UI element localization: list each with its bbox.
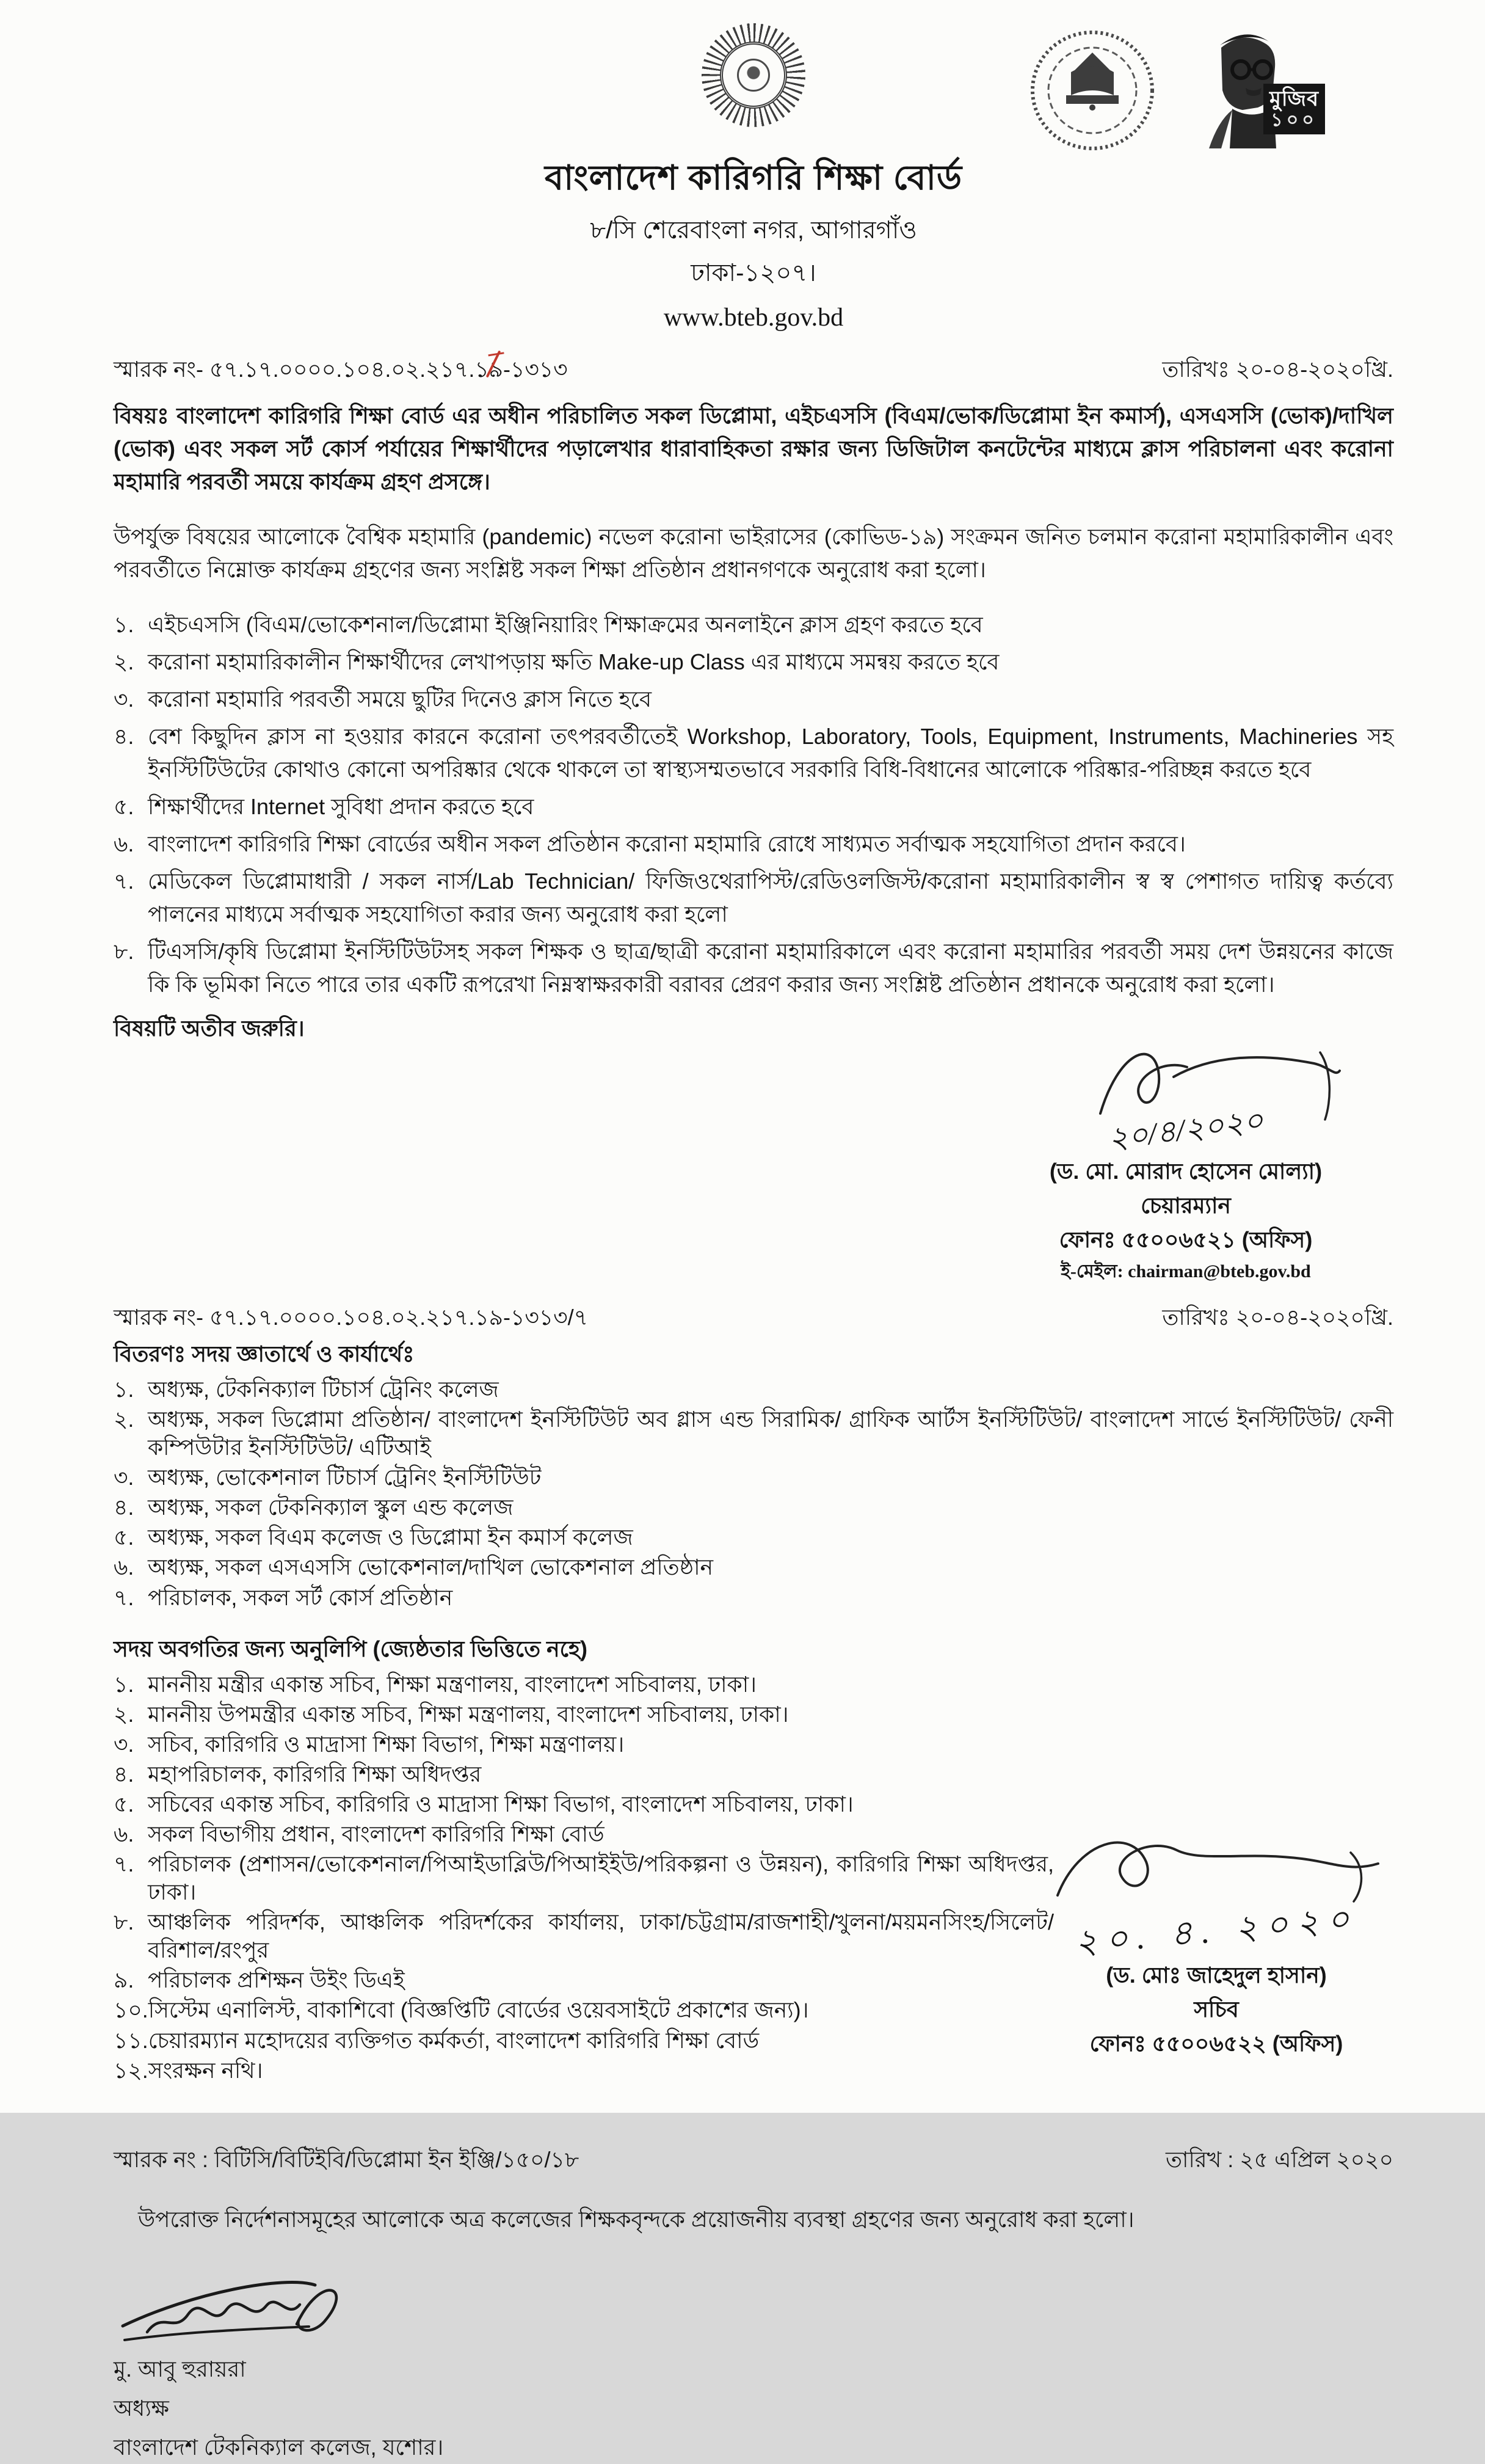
forward-note: উপরোক্ত নির্দেশনাসমূহের আলোকে অত্র কলেজের শিক্ষকবৃন্দকে প্রয়োজনীয় ব্যবস্থা গ্রহণের জন্য অনুরোধ করা হলো।: [138, 2206, 1135, 2232]
item-number: ২.: [114, 649, 134, 674]
item-text: সচিব, কারিগরি ও মাদ্রাসা শিক্ষা বিভাগ, শিক্ষা মন্ত্রণালয়।: [148, 1731, 625, 1757]
chairman-phone: ফোনঃ ৫৫০০৬৫২১ (অফিস): [1059, 1227, 1313, 1252]
copy-item: [114, 2027, 1054, 2055]
item-number: ৫.: [114, 794, 134, 819]
letterhead: [114, 18, 1393, 337]
directive-item: [114, 646, 1393, 679]
memo-row-3: [114, 2143, 1393, 2176]
memo1-date: তারিখঃ ২০-০৪-২০২০খ্রি.: [1162, 357, 1393, 382]
copy-item: [114, 1790, 1054, 1818]
principal-org: বাংলাদেশ টেকনিক্যাল কলেজ, যশোর।: [114, 2434, 444, 2460]
directive-item: [114, 683, 1393, 716]
item-text: পরিচালক (প্রশাসন/ভোকেশনাল/পিআইডাব্লিউ/পিআইইউ/পরিকল্পনা ও উন্নয়ন), কারিগরি শিক্ষা অধিদপ্তর, ঢাকা।: [148, 1851, 1054, 1905]
item-text: সচিবের একান্ত সচিব, কারিগরি ও মাদ্রাসা শিক্ষা বিভাগ, বাংলাদেশ সচিবালয়, ঢাকা।: [148, 1791, 854, 1817]
mujib-100-number: ১০০: [1271, 109, 1318, 130]
item-number: ৬.: [114, 1821, 134, 1847]
mujib-100-logo: [1185, 29, 1325, 158]
item-number: ১০.: [114, 1997, 148, 2023]
org-name: বাংলাদেশ কারিগরি শিক্ষা বোর্ড: [544, 158, 963, 197]
item-number: ৫.: [114, 1525, 134, 1550]
org-website: www.bteb.gov.bd: [663, 304, 844, 332]
item-number: ৬.: [114, 831, 134, 856]
mujib-word: মুজিব: [1269, 87, 1319, 111]
item-text: মাননীয় উপমন্ত্রীর একান্ত সচিব, শিক্ষা মন্ত্রণালয়, বাংলাদেশ সচিবালয়, ঢাকা।: [148, 1701, 789, 1727]
distribution-item: [114, 1523, 1393, 1551]
directive-item: [114, 828, 1393, 861]
chairman-name: (ড. মো. মোরাদ হোসেন মোল্যা): [1049, 1159, 1323, 1184]
item-number: ৩.: [114, 1731, 134, 1757]
item-number: ১১.: [114, 2027, 148, 2053]
item-text: পরিচালক, সকল সর্ট কোর্স প্রতিষ্ঠান: [148, 1584, 453, 1610]
distribution-heading: বিতরণঃ সদয় জ্ঞাতার্থে ও কার্যার্থেঃ: [114, 1341, 415, 1366]
principal-title: অধ্যক্ষ: [114, 2395, 169, 2421]
item-text: অধ্যক্ষ, সকল এসএসসি ভোকেশনাল/দাখিল ভোকেশনাল প্রতিষ্ঠান: [148, 1555, 714, 1580]
copy-item: [114, 1700, 1054, 1729]
memo2-date: তারিখঃ ২০-০৪-২০২০খ্রি.: [1162, 1305, 1393, 1330]
distribution-item: [114, 1584, 1393, 1612]
item-text: অধ্যক্ষ, সকল টেকনিক্যাল স্কুল এন্ড কলেজ: [148, 1495, 514, 1520]
memo-row-2: [114, 1301, 1393, 1334]
copies-list: [114, 1671, 1054, 2085]
memo1-number: [114, 353, 568, 386]
copies-heading: সদয় অবগতির জন্য অনুলিপি (জ্যেষ্ঠতার ভিত্তিতে নহে): [114, 1636, 587, 1661]
memo-row-1: [114, 353, 1393, 386]
item-text: অধ্যক্ষ, সকল বিএম কলেজ ও ডিপ্লোমা ইন কমার্স কলেজ: [148, 1525, 633, 1550]
copy-item: [114, 1820, 1054, 1848]
item-text: করোনা মহামারি পরবর্তী সময়ে ছুটির দিনেও ক্লাস নিতে হবে: [148, 687, 652, 712]
item-text: করোনা মহামারিকালীন শিক্ষার্থীদের লেখাপড়ায় ক্ষতি Make-up Class এর মাধ্যমে সমন্বয় করতে হবে: [148, 649, 1000, 674]
copy-item: [114, 1908, 1054, 1964]
copy-item: [114, 1730, 1054, 1759]
item-text: সংরক্ষন নথি।: [148, 2057, 263, 2083]
secretary-phone: ফোনঃ ৫৫০০৬৫২২ (অফিস): [1089, 2030, 1343, 2056]
org-address-line1: ৮/সি শেরেবাংলা নগর, আগারগাঁও: [590, 217, 917, 244]
item-text: টিএসসি/কৃষি ডিপ্লোমা ইনস্টিটিউটসহ সকল শিক্ষক ও ছাত্র/ছাত্রী করোনা মহামারিকালে এবং করোনা মহামারির পরবর্তী সময় দেশ উন্নয়নের কাজে কি কি ভূমিকা নিতে পারে তার একটি রূপরেখা নিম্নস্বাক্ষরকারী বরাবর প্রেরণ করার জন্য সংশ্লিষ্ট প্রতিষ্ঠান প্রধানকে অনুরোধ করা হলো।: [148, 939, 1393, 997]
item-text: সকল বিভাগীয় প্রধান, বাংলাদেশ কারিগরি শিক্ষা বোর্ড: [148, 1821, 605, 1847]
item-number: ১.: [114, 1377, 134, 1402]
item-text: অধ্যক্ষ, সকল ডিপ্লোমা প্রতিষ্ঠান/ বাংলাদেশ ইনস্টিটিউট অব গ্লাস এন্ড সিরামিক/ গ্রাফিক আর্টস ইনস্টিটিউট/ বাংলাদেশ সার্ভে ইনস্টিটিউট/ ফেনী কম্পিউটার ইনস্টিটিউট/ এটিআই: [148, 1407, 1393, 1460]
directive-item: [114, 720, 1393, 786]
item-number: ৪.: [114, 1761, 134, 1787]
copy-item: [114, 1760, 1054, 1788]
item-number: ৬.: [114, 1555, 134, 1580]
item-number: ৩.: [114, 687, 134, 712]
item-text: মেডিকেল ডিপ্লোমাধারী / সকল নার্স/Lab Technician/ ফিজিওথেরাপিস্ট/রেডিওলজিস্ট/করোনা মহামারিকালীন স্ব স্ব পেশাগত দায়িত্ব কর্তব্যে পালনের মাধ্যমে সর্বাত্মক সহযোগিতা করার জন্য অনুরোধ করা হলো: [148, 869, 1393, 927]
chairman-handwritten-date: ২০/৪/২০২০: [1106, 1103, 1266, 1156]
memo3-date: তারিখ : ২৫ এপ্রিল ২০২০: [1166, 2146, 1393, 2172]
directive-list: [114, 608, 1393, 1001]
item-text: মাননীয় মন্ত্রীর একান্ত সচিব, শিক্ষা মন্ত্রণালয়, বাংলাদেশ সচিবালয়, ঢাকা।: [148, 1671, 757, 1697]
item-number: ২.: [114, 1701, 134, 1727]
item-number: ৪.: [114, 724, 134, 749]
item-text: শিক্ষার্থীদের Internet সুবিধা প্রদান করতে হবে: [148, 794, 534, 819]
item-number: ৫.: [114, 1791, 134, 1817]
distribution-item: [114, 1463, 1393, 1492]
item-number: ৭.: [114, 869, 134, 894]
copy-item: [114, 1850, 1054, 1906]
item-number: ২.: [114, 1407, 134, 1432]
item-text: মহাপরিচালক, কারিগরি শিক্ষা অধিদপ্তর: [148, 1761, 482, 1787]
distribution-item: [114, 1376, 1393, 1404]
mujib-100-wordmark: [1263, 84, 1325, 134]
memo2-number: স্মারক নং- ৫৭.১৭.০০০০.১০৪.০২.২১৭.১৯-১৩১৩/৭: [114, 1305, 588, 1330]
item-text: এইচএসসি (বিএম/ভোকেশনাল/ডিপ্লোমা ইঞ্জিনিয়ারিং শিক্ষাক্রমের অনলাইনে ক্লাস গ্রহণ করতে হবে: [148, 612, 983, 637]
secretary-signature-block: [1021, 1816, 1412, 2060]
item-text: অধ্যক্ষ, টেকনিক্যাল টিচার্স ট্রেনিং কলেজ: [148, 1377, 499, 1402]
item-number: ৭.: [114, 1584, 134, 1610]
copy-item: [114, 1996, 1054, 2024]
copy-item: [114, 2057, 1054, 2085]
item-number: ৭.: [114, 1851, 134, 1877]
principal-signature: [114, 2268, 382, 2347]
item-text: বেশ কিছুদিন ক্লাস না হওয়ার কারনে করোনা তৎপরবর্তীতেই Workshop, Laboratory, Tools, Equipment, Instruments, Machineries সহ ইনস্টিটিউটের কোথাও কোনো অপরিষ্কার থেকে থাকলে তা স্বাস্থ্যসম্মতভাবে সরকারি বিধি-বিধানের আলোকে পরিষ্কার-পরিচ্ছন্ন করতে হবে: [148, 724, 1393, 782]
secretary-title: সচিব: [1194, 1996, 1239, 2022]
distribution-item: [114, 1493, 1393, 1522]
item-number: ৮.: [114, 939, 134, 964]
item-number: ৯.: [114, 1967, 134, 1993]
item-text: অধ্যক্ষ, ভোকেশনাল টিচার্স ট্রেনিং ইনস্টিটিউট: [148, 1465, 542, 1490]
item-number: ৩.: [114, 1465, 134, 1490]
memo3-number: স্মারক নং : বিটিসি/বিটিইবি/ডিপ্লোমা ইন ইঞ্জি/১৫০/১৮: [114, 2146, 579, 2172]
principal-signature-block: [114, 2268, 1393, 2464]
directive-item: [114, 865, 1393, 931]
bteb-seal-logo: [702, 23, 805, 127]
item-number: ৮.: [114, 1909, 134, 1935]
chairman-signature-block: [984, 1028, 1387, 1285]
chairman-email: ই-মেইল: chairman@bteb.gov.bd: [1061, 1261, 1311, 1281]
copies-section: [114, 1633, 1393, 2085]
copy-item: [114, 1671, 1054, 1699]
item-number: ৪.: [114, 1495, 134, 1520]
org-address-line2: ঢাকা-১২০৭।: [691, 260, 816, 286]
distribution-item: [114, 1553, 1393, 1581]
secretary-handwritten-date: ২০. ৪. ২০২০: [1073, 1899, 1360, 1962]
directive-item: [114, 608, 1393, 641]
copy-item: [114, 1966, 1054, 1994]
urgent-note: বিষয়টি অতীব জরুরি।: [114, 1016, 305, 1041]
directive-item: [114, 790, 1393, 823]
item-text: সিস্টেম এনালিস্ট, বাকাশিবো (বিজ্ঞপ্তিটি বোর্ডের ওয়েবসাইটে প্রকাশের জন্য)।: [148, 1997, 809, 2023]
education-emblem-logo: [1028, 29, 1156, 151]
memo1-number-text: স্মারক নং- ৫৭.১৭.০০০০.১০৪.০২.২১৭.১৯-১৩১৩: [114, 357, 568, 382]
item-number: ১.: [114, 1671, 134, 1697]
subject-line: বিষয়ঃ বাংলাদেশ কারিগরি শিক্ষা বোর্ড এর অধীন পরিচালিত সকল ডিপ্লোমা, এইচএসসি (বিএম/ভোক/ডিপ্লোমা ইন কমার্স), এসএসসি (ভোক)/দাখিল (ভোক) এবং সকল সর্ট কোর্স পর্যায়ের শিক্ষার্থীদের পড়ালেখার ধারাবাহিকতা রক্ষার জন্য ডিজিটাল কনটেন্টের মাধ্যমে ক্লাস পরিচালনা এবং করোনা মহামারি পরবর্তী সময়ে কার্যক্রম গ্রহণ প্রসঙ্গে।: [114, 403, 1393, 494]
chairman-title: চেয়ারম্যান: [1141, 1193, 1231, 1218]
item-text: বাংলাদেশ কারিগরি শিক্ষা বোর্ডের অধীন সকল প্রতিষ্ঠান করোনা মহামারি রোধে সাধ্যমত সর্বাত্মক সহযোগিতা প্রদান করবে।: [148, 831, 1186, 856]
principal-name: মু. আবু হুরায়রা: [114, 2356, 246, 2382]
directive-item: [114, 935, 1393, 1001]
secretary-name: (ড. মোঃ জাহেদুল হাসান): [1106, 1962, 1327, 1988]
intro-paragraph: উপর্যুক্ত বিষয়ের আলোকে বৈশ্বিক মহামারি (pandemic) নভেল করোনা ভাইরাসের (কোভিড-১৯) সংক্রমন জনিত চলমান করোনা মহামারিকালীন এবং পরবর্তীতে নিম্নোক্ত কার্যক্রম গ্রহণের জন্য সংশ্লিষ্ট সকল শিক্ষা প্রতিষ্ঠান প্রধানগণকে অনুরোধ করা হলো।: [114, 524, 1393, 582]
distribution-list: [114, 1376, 1393, 1612]
item-number: ১.: [114, 612, 134, 637]
item-number: ১২.: [114, 2057, 148, 2083]
item-text: পরিচালক প্রশিক্ষন উইং ডিএই: [148, 1967, 405, 1993]
distribution-item: [114, 1405, 1393, 1462]
item-text: চেয়ারম্যান মহোদয়ের ব্যক্তিগত কর্মকর্তা, বাংলাদেশ কারিগরি শিক্ষা বোর্ড: [148, 2027, 760, 2053]
item-text: আঞ্চলিক পরিদর্শক, আঞ্চলিক পরিদর্শকের কার্যালয়, ঢাকা/চট্টগ্রাম/রাজশাহী/খুলনা/ময়মনসিংহ/সিলেট/বরিশাল/রংপুর: [148, 1909, 1054, 1963]
